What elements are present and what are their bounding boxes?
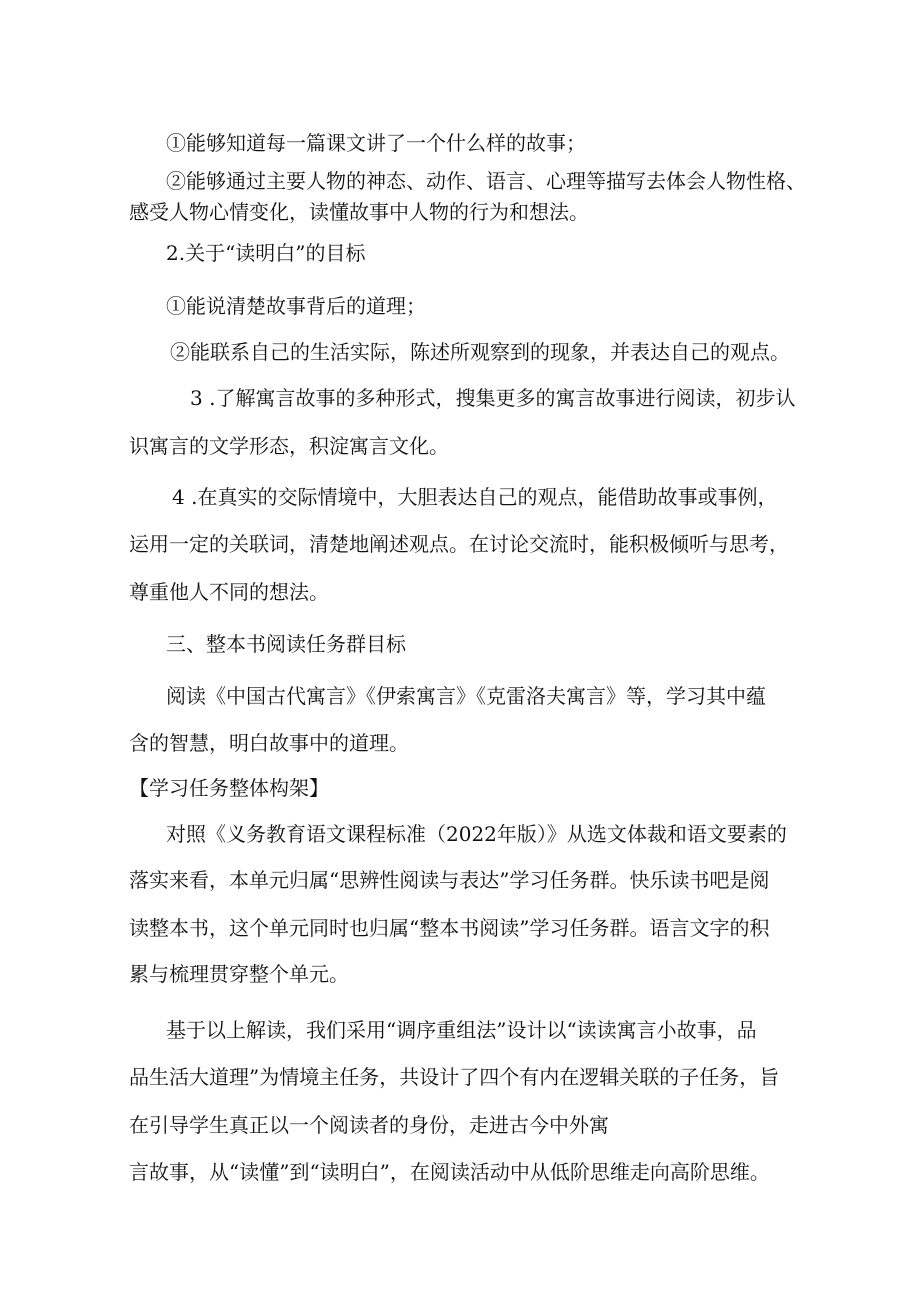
goal-item-1b: ①能说清楚故事背后的道理； <box>166 294 426 318</box>
framework-para-2-line-1: 基于以上解读，我们采用“调序重组法”设计以“读读寓言小故事，品 <box>166 1018 757 1042</box>
framework-para-1-line-4: 累与梳理贯穿整个单元。 <box>129 962 349 986</box>
framework-para-2-line-3: 在引导学生真正以一个阅读者的身份，走进古今中外寓 <box>129 1113 609 1137</box>
goal-item-2b: ②能联系自己的生活实际，陈述所观察到的现象，并表达自己的观点。 <box>170 340 790 364</box>
section-heading-3: 三、整本书阅读任务群目标 <box>166 632 406 656</box>
framework-para-1-line-2: 落实来看，本单元归属“思辨性阅读与表达”学习任务群。快乐读书吧是阅 <box>129 868 770 892</box>
paragraph-4-line-1: 4 .在真实的交际情境中，大胆表达自己的观点，能借助故事或事例， <box>172 485 778 509</box>
goal-item-1: ①能够知道每一篇课文讲了一个什么样的故事； <box>166 131 586 155</box>
section-heading-2: 2.关于“读明白”的目标 <box>166 241 366 265</box>
paragraph-3-line-2: 识寓言的文学形态，积淀寓言文化。 <box>129 434 449 458</box>
framework-para-2-line-4: 言故事，从“读懂”到“读明白”，在阅读活动中从低阶思维走向高阶思维。 <box>129 1160 770 1184</box>
goal-item-2-line-1: ②能够通过主要人物的神态、动作、语言、心理等描写去体会人物性格、 <box>166 169 806 193</box>
paragraph-3-line-1: 3 .了解寓言故事的多种形式，搜集更多的寓言故事进行阅读，初步认 <box>190 386 796 410</box>
framework-heading: 【学习任务整体构架】 <box>129 776 329 800</box>
paragraph-4-line-3: 尊重他人不同的想法。 <box>129 580 329 604</box>
framework-para-1-line-1: 对照《义务教育语文课程标准（2022年版）》从选文体裁和语文要素的 <box>166 822 787 846</box>
reading-goal-line-1: 阅读《中国古代寓言》《伊索寓言》《克雷洛夫寓言》等，学习其中蕴 <box>166 684 766 708</box>
framework-para-1-line-3: 读整本书，这个单元同时也归属“整本书阅读”学习任务群。语言文字的积 <box>129 916 770 940</box>
framework-para-2-line-2: 品生活大道理”为情境主任务，共设计了四个有内在逻辑关联的子任务，旨 <box>129 1065 780 1089</box>
paragraph-4-line-2: 运用一定的关联词，清楚地阐述观点。在讨论交流时，能积极倾听与思考， <box>129 532 789 556</box>
goal-item-2-line-2: 感受人物心情变化，读懂故事中人物的行为和想法。 <box>129 200 589 224</box>
reading-goal-line-2: 含的智慧，明白故事中的道理。 <box>129 731 409 755</box>
